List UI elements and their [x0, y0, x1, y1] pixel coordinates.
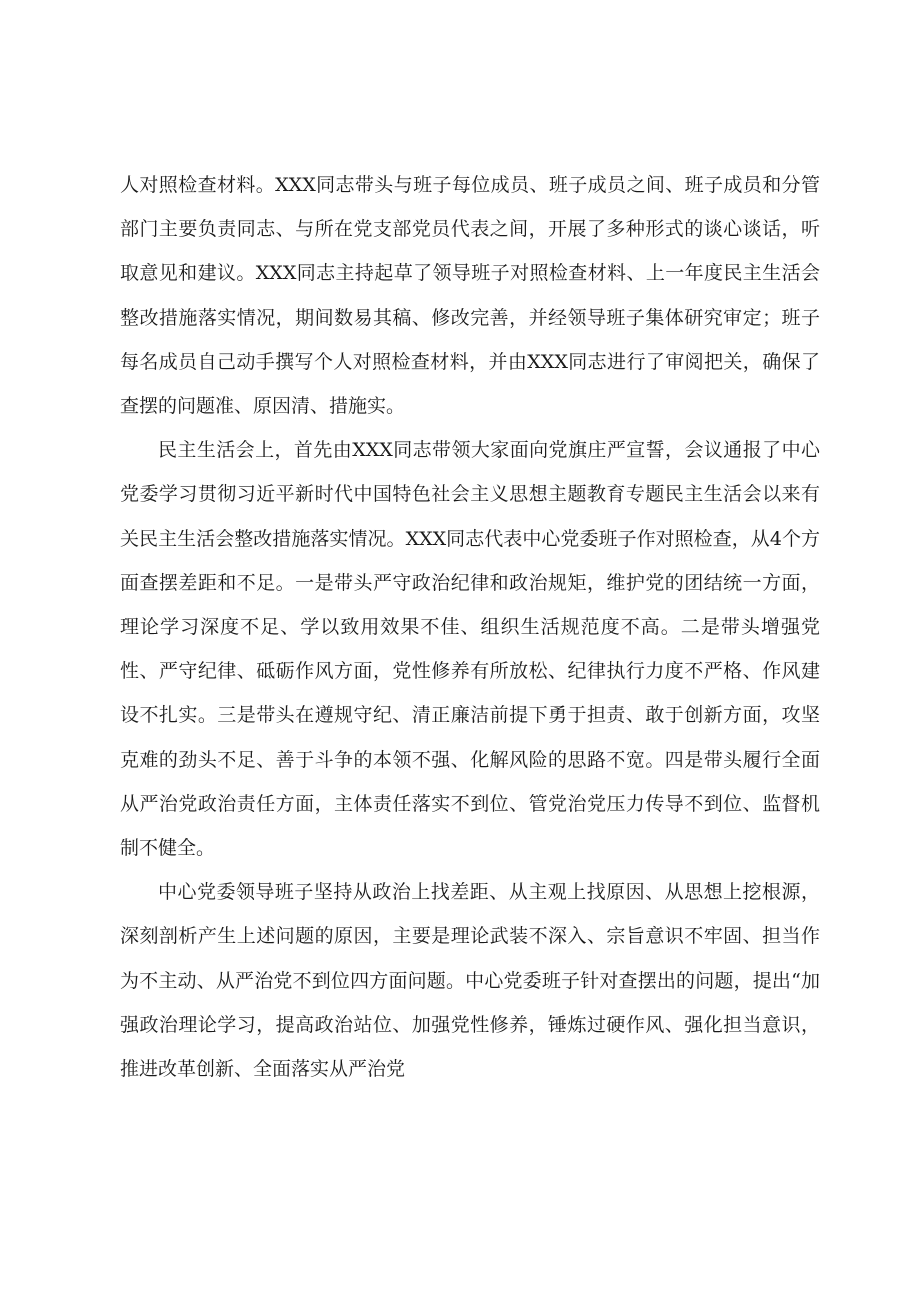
- paragraph-continuation: 人对照检查材料。XXX同志带头与班子每位成员、班子成员之间、班子成员和分管部门主要负责同志、与所在党支部党员代表之间，开展了多种形式的谈心谈话，听取意见和建议。XXX同志主持起草了领导班子对照检查材料、上一年度民主生活会整改措施落实情况，期间数易其稿、修改完善，并经领导班子集体研究审定；班子每名成员自己动手撰写个人对照检查材料，并由XXX同志进行了审阅把关，确保了查摆的问题准、原因清、措施实。: [120, 174, 820, 418]
- paragraph-cause-analysis: 中心党委领导班子坚持从政治上找差距、从主观上找原因、从思想上挖根源，深刻剖析产生上述问题的原因，主要是理论武装不深入、宗旨意识不牢固、担当作为不主动、从严治党不到位四方面问题。中心党委班子针对查摆出的问题，提出“加强政治理论学习，提高政治站位、加强党性修养，锤炼过硬作风、强化担当意识，推进改革创新、全面落实从严治党: [120, 881, 820, 1081]
- paragraph-meeting-proceedings: 民主生活会上，首先由XXX同志带领大家面向党旗庄严宣誓，会议通报了中心党委学习贯彻习近平新时代中国特色社会主义思想主题教育专题民主生活会以来有关民主生活会整改措施落实情况。XXX同志代表中心党委班子作对照检查，从4个方面查摆差距和不足。一是带头严守政治纪律和政治规矩，维护党的团结统一方面，理论学习深度不足、学以致用效果不佳、组织生活规范度不高。二是带头增强党性、严守纪律、砥砺作风方面，党性修养有所放松、纪律执行力度不严格、作风建设不扎实。三是带头在遵规守纪、清正廉洁前提下勇于担责、敢于创新方面，攻坚克难的劲头不足、善于斗争的本领不强、化解风险的思路不宽。四是带头履行全面从严治党政治责任方面，主体责任落实不到位、管党治党压力传导不到位、监督机制不健全。: [120, 439, 820, 860]
- document-body: [120, 163, 820, 1091]
